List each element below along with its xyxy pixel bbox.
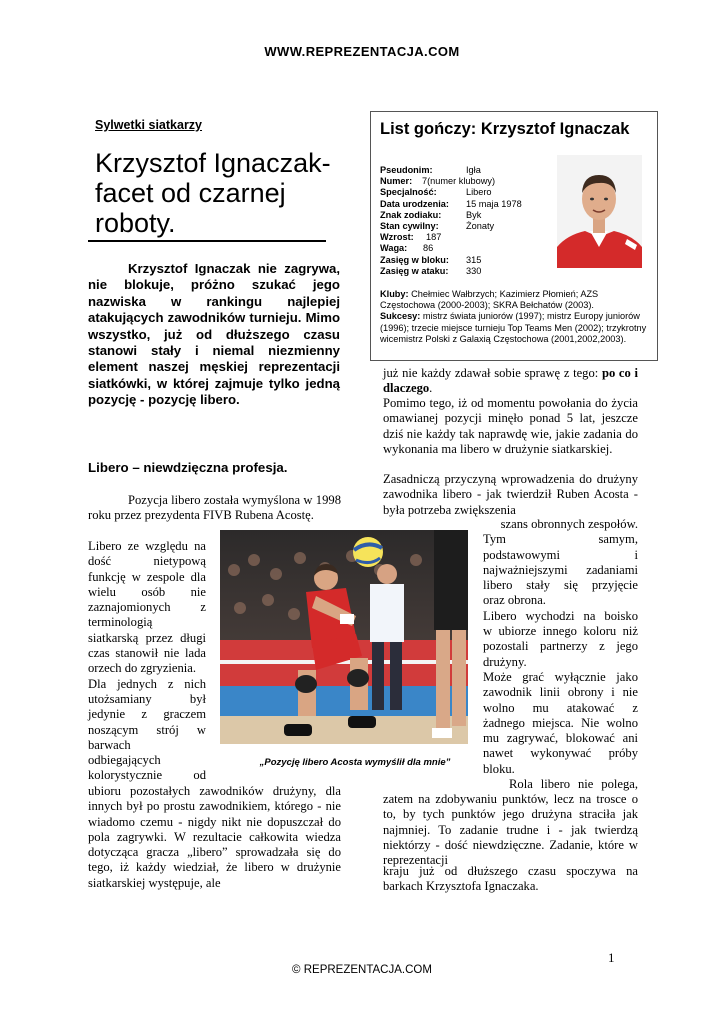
text-line: orzech do zgryzienia. [88,661,197,676]
text-line: Tym samym, [483,532,638,547]
action-photo [220,530,468,744]
text-line: podstawowymi i [483,547,638,562]
clubs-label: Kluby: [380,289,409,299]
text-line: szans obronnych zespołów. [500,517,638,531]
text-line: wolno mu atakować z [483,700,638,715]
success-value: mistrz świata juniorów (1997); mistrz Europy juniorów (1996); trzecie miejsce turnieju Top Teams Men (2002); trzykrotny wicemistrz Polski z Galaxią Częstochowa (2001,2002,2003). [380,311,647,344]
bold-span: po co i dlaczego [383,366,638,396]
stat-value: 7(numer klubowy) [422,176,496,187]
stat-value: 15 maja 1978 [466,198,522,209]
text-line: Libero ze względu na [88,539,206,553]
text-line: kolorystycznie od [88,768,206,783]
player-portrait [557,155,642,268]
site-header: WWW.REPREZENTACJA.COM [264,44,460,59]
paragraph: kraju już od dłuższego czasu spoczywa na barkach Krzysztofa Ignaczaka. [383,864,638,894]
text-line: Rola libero nie polega, [509,777,638,792]
article-title [95,148,335,238]
text-line: barwach [88,737,131,752]
subheading: Libero – niewdzięczna profesja. [88,460,288,475]
text-line: noszącym strój w [88,722,206,737]
clubs-value: Chełmiec Wałbrzych; Kazimierz Płomień; AZS Częstochowa (2000-2003); SKRA Bełchatów (2003). [380,289,599,311]
stat-label: Pseudonim: [380,165,433,175]
text-line: pozostali partnerzy z jego [483,639,638,654]
text-line: mu zagrywać, blokować ani [483,731,638,746]
portrait-illustration [557,155,642,268]
stat-label: Zasięg w bloku: [380,254,449,265]
wrapped-text [88,539,206,784]
text-line: żadnego miejsca. Nie wolno [483,715,638,730]
stat-row [380,266,522,277]
stat-value: Żonaty [466,221,495,232]
text-line: nawet wykonywać próby [483,746,638,761]
title-line: facet od czarnej [95,178,286,208]
stat-row [380,210,522,221]
success-block [380,311,650,345]
text-line: oraz obrona. [483,593,546,608]
stat-label: Specjalność: [380,187,437,198]
text-span: . [429,381,433,396]
player-card [370,111,658,361]
section-label: Sylwetki siatkarzy [95,118,203,132]
lead-paragraph: Krzysztof Ignaczak nie zagrywa, nie blokuje, próżno szukać jego nazwiska w rankingu najlepiej atakujących zawodników turnieju. Mimo wszystko, już od dłuższego czasu stanowi stały i niemal niezmienny element naszej męskiej reprezentacji siatkówki, w której zajmuje tylko jedną pozycję - pozycję libero. [88,261,340,408]
text-line: drużyny. [483,654,527,669]
paragraph: ubioru pozostałych zawodników drużyny, dla innych był po prostu zawodnikiem, którego - nie wiadomo czemu - nigdy nikt nie dopuszczał do pola zagrywki. W rezultacie całkowita wiedza dotycząca gracza „libero” sprowadzała się do tego, iż każdy wiedział, że libero w drużynie siatkarskiej występuje, ale [88,784,341,890]
stat-label: Znak zodiaku: [380,209,442,220]
stat-label: Numer: [380,176,413,187]
text-line: wielu osób nie [88,584,206,599]
stat-label: Zasięg w ataku: [380,265,449,276]
stat-value: Byk [466,209,482,220]
paragraph [383,366,638,397]
text-line: bloku. [483,761,515,776]
stat-row [380,221,522,232]
paragraph: Zasadniczą przyczyną wprowadzenia do drużyny zawodnika libero - jak twierdził Ruben Acosta - była potrzeba zwiększenia [383,472,638,517]
volleyball-illustration [220,530,468,744]
text-line: Może grać wyłącznie jako [483,669,638,684]
text-line: zawodnik linii obrony i nie [483,685,638,700]
text-span: już nie każdy zdawał sobie sprawę z tego: [383,366,602,380]
page-footer: © REPREZENTACJA.COM [292,964,432,976]
card-title: List gończy: Krzysztof Ignaczak [380,120,630,138]
stat-row [380,165,522,176]
title-line: roboty. [95,208,176,238]
text-line: dość nietypową [88,554,206,569]
text-line: siatkarską przez długi [88,630,206,645]
page-number: 1 [608,950,615,965]
text-line: libero stały się przyjęcie [483,578,638,593]
stat-label: Wzrost: [380,232,414,243]
text-line: najważniejszymi zadaniami [483,562,638,577]
text-line: utożsamiany był [88,691,206,706]
paragraph: Pomimo tego, iż od momentu powołania do życia omawianej pozycji minęło ponad 5 lat, jeszcze dziś nie każdy tak naprawdę wie, jakie zadania do wykonania ma libero w drużynie siatkarskiej. [383,396,638,456]
title-rule [88,240,326,242]
stat-row [380,199,522,210]
title-line: Krzysztof Ignaczak- [95,148,331,178]
stat-row [380,187,522,198]
stats-list [380,165,522,277]
text-line: Dla jednych z nich [88,676,206,691]
text-line: w ubiorze innego koloru niż [483,624,638,639]
text-line: funkcję w zespole dla [88,569,206,584]
text-line: terminologią [88,615,153,630]
stat-row [380,176,522,187]
wrapped-text [483,517,638,792]
clubs-block [380,289,650,311]
stat-value: 315 [466,254,482,265]
stat-value: 86 [423,243,434,254]
stat-value: 330 [466,265,482,276]
stat-label: Stan cywilny: [380,221,439,232]
text-line: czas stanowił nie lada [88,646,206,661]
paragraph: zatem na zdobywaniu punktów, lecz na trosce o to, by tych punktów jego drużyna straciła jak najmniej. To zadanie trudne i - jak twierdzą niektórzy - dość niewdzięczne. Zadanie, które w reprezentacji [383,792,638,868]
stat-row [380,243,522,254]
stat-label: Data urodzenia: [380,198,449,209]
stat-row [380,232,522,243]
stat-value: Igła [466,165,481,175]
stat-value: 187 [426,232,442,243]
stat-label: Waga: [380,243,408,254]
paragraph: Pozycja libero została wymyślona w 1998 roku przez prezydenta FIVB Rubena Acostę. [88,493,341,523]
text-line: zaznajomionych z [88,600,206,615]
stat-row [380,255,522,266]
text-line: Libero wychodzi na boisko [483,608,638,623]
text-line: jedynie z graczem [88,707,206,722]
stat-value: Libero [466,187,492,198]
text-line: odbiegających [88,753,161,768]
photo-caption: „Pozycję libero Acosta wymyślił dla mnie” [259,757,451,768]
success-label: Sukcesy: [380,311,421,322]
clubs-and-success [380,289,650,345]
